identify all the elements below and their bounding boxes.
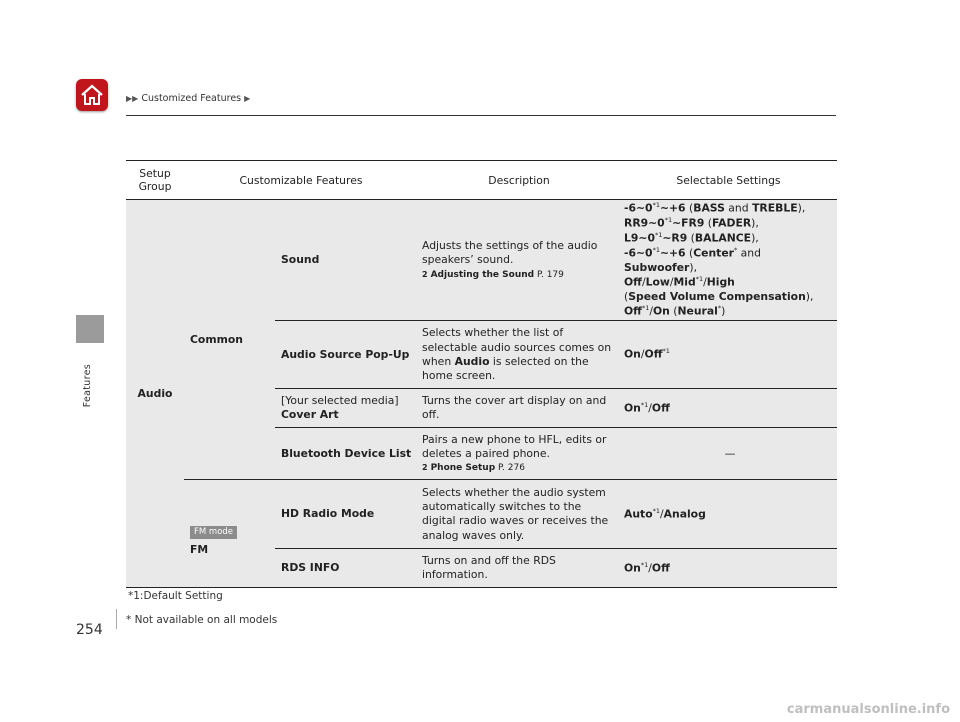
footnote-not-available: * Not available on all models xyxy=(126,614,278,626)
header-rule xyxy=(126,115,836,116)
feature-sound: Sound xyxy=(275,199,418,320)
breadcrumb-arrow-icon: ▶ xyxy=(244,94,251,103)
section-label: Features xyxy=(82,364,93,408)
reference-title: Phone Setup xyxy=(430,463,496,474)
description-text: Adjusts the settings of the audio speakers’ sound. xyxy=(422,238,598,267)
footnote-default-setting: *1:Default Setting xyxy=(128,590,223,602)
customizable-features-table xyxy=(126,160,837,588)
description: Turns on and off the RDS information. xyxy=(418,549,620,588)
reference-arrow-icon: 2 xyxy=(422,463,428,473)
page-reference[interactable] xyxy=(422,270,612,282)
selectable-settings: On$^{*1}$/Off xyxy=(620,549,837,588)
table-row xyxy=(126,480,837,549)
footnote-divider xyxy=(116,609,117,629)
home-icon xyxy=(80,83,104,107)
page-number: 254 xyxy=(76,622,103,638)
reference-page: P. 276 xyxy=(498,463,525,474)
header-selectable-settings: Selectable Settings xyxy=(620,161,837,200)
breadcrumb-link[interactable]: Customized Features xyxy=(141,93,242,104)
description: Selects whether the audio system automatically switches to the digital radio waves or receives the analog waves only. xyxy=(418,480,620,549)
selectable-settings: $-6\sim 0^{*1}\sim+6$ (BASS and TREBLE), RR9~0$^{*1}$~FR9 (FADER), L9~0$^{*1}$~R9 (BALANCE), $-6\sim 0^{*1}\sim+6$ (Center* and Subwoofer), Off/Low/Mid$^{*1}$/High (Speed Volume Compensation), Off$^{*1}$/On (Neural*) xyxy=(620,199,837,320)
group-audio: Audio xyxy=(126,199,184,587)
selectable-settings: Auto$^{*1}$/Analog xyxy=(620,480,837,549)
description: Turns the cover art display on and off. xyxy=(418,389,620,428)
reference-page: P. 179 xyxy=(536,269,564,280)
feature-cover-art: [Your selected media] Cover Art xyxy=(275,389,418,428)
fm-mode-badge: FM mode xyxy=(190,526,237,539)
selectable-settings: On$^{*1}$/Off xyxy=(620,389,837,428)
reference-title: Adjusting the Sound xyxy=(430,269,535,280)
description: Pairs a new phone to HFL, edits or deletes a paired phone. 2 Phone Setup P. 276 xyxy=(418,428,620,480)
selectable-settings: On/Off$^{*1}$ xyxy=(620,321,837,389)
feature-hd-radio-mode: HD Radio Mode xyxy=(275,480,418,549)
description xyxy=(418,199,620,320)
description: Selects whether the list of selectable audio sources comes on when Audio is selected on the home screen. xyxy=(418,321,620,389)
feature-audio-source-popup: Audio Source Pop-Up xyxy=(275,321,418,389)
feature-rds-info: RDS INFO xyxy=(275,549,418,588)
watermark: carmanualsonline.info xyxy=(786,702,950,717)
table-header-row xyxy=(126,161,837,200)
table-row xyxy=(126,199,837,320)
page-reference[interactable] xyxy=(422,463,612,475)
header-description: Description xyxy=(418,161,620,200)
breadcrumb[interactable] xyxy=(126,93,250,104)
subgroup-fm: FM mode FM xyxy=(184,480,275,588)
header-customizable-features: Customizable Features xyxy=(184,161,418,200)
selectable-settings: — xyxy=(620,428,837,480)
section-tab[interactable] xyxy=(76,315,104,343)
reference-arrow-icon: 2 xyxy=(422,269,428,279)
subgroup-common: Common xyxy=(184,199,275,479)
breadcrumb-arrow-icon: ▶▶ xyxy=(126,94,139,103)
header-setup-group: Setup Group xyxy=(126,161,184,200)
feature-bluetooth-device-list: Bluetooth Device List xyxy=(275,428,418,480)
home-button[interactable] xyxy=(76,79,108,111)
